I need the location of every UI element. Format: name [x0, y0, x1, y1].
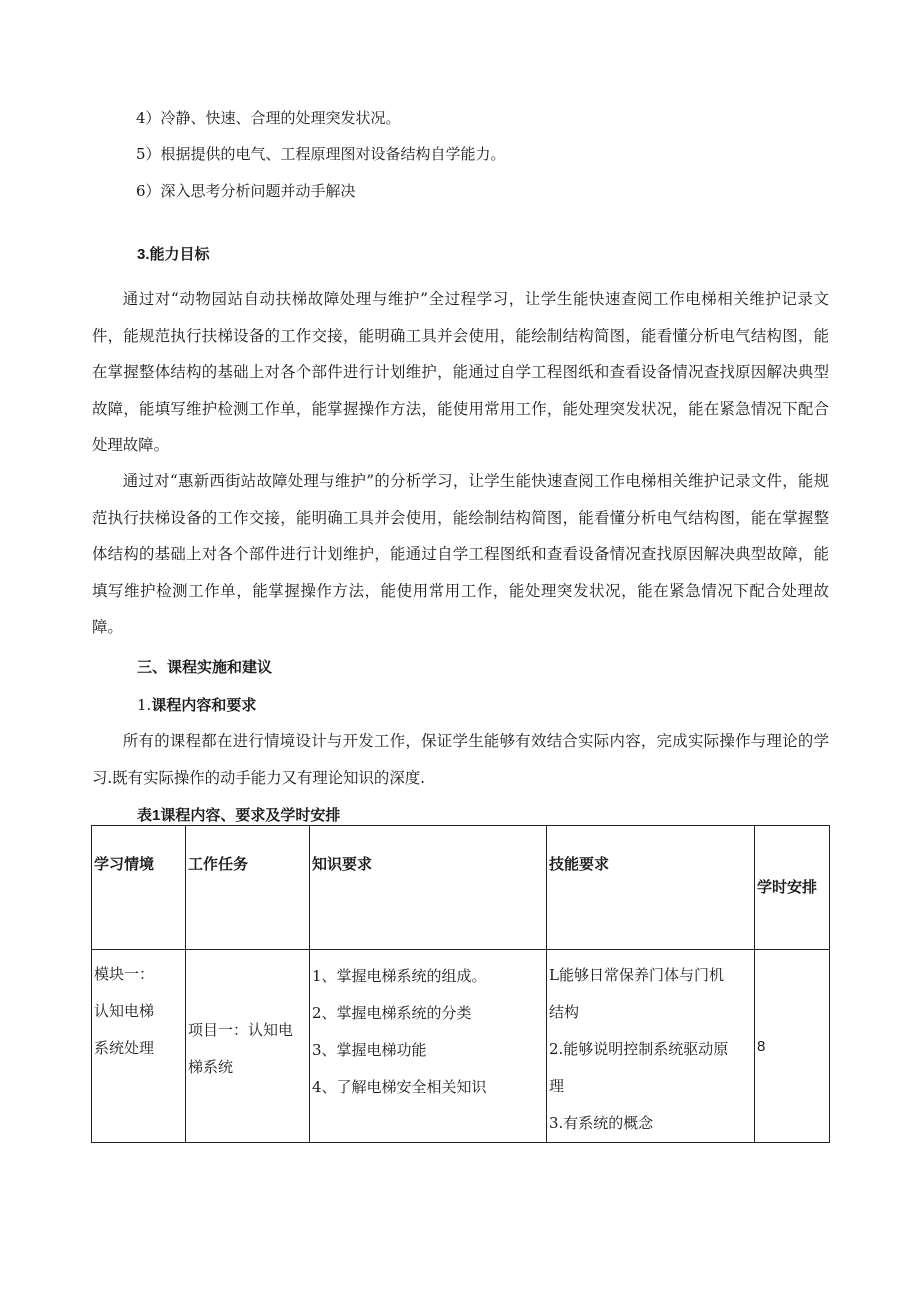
skill-line: 2.能够说明控制系统驱动原: [549, 1040, 729, 1058]
list-item-4: 4）冷静、快速、合理的处理突发状况。: [136, 109, 401, 127]
ability-heading: 3.能力目标: [137, 246, 210, 263]
skill-line: 结构: [549, 1003, 580, 1021]
list-item-6: 6）深入思考分析问题并动手解决: [136, 182, 356, 200]
table-header-row: [92, 826, 830, 950]
knowledge-item: 4、了解电梯安全相关知识: [312, 1078, 487, 1096]
task-line: 梯系统: [188, 1058, 234, 1076]
cell-situation: [92, 950, 186, 1143]
sub-heading-text: 课程内容和要求: [151, 697, 257, 714]
header-hours: 学时安排: [755, 826, 830, 950]
section-heading: 三、课程实施和建议: [137, 659, 273, 676]
situation-line: 系统处理: [94, 1039, 155, 1057]
skill-line: 3.有系统的概念: [549, 1114, 654, 1132]
sub-heading-number: 1.: [137, 696, 152, 714]
course-table: [91, 825, 830, 1143]
table-row: [92, 950, 830, 1143]
header-knowledge: 知识要求: [310, 826, 547, 950]
cell-skills: [547, 950, 755, 1143]
skill-line: 理: [549, 1077, 565, 1095]
table-caption: 表1课程内容、要求及学时安排: [137, 807, 341, 824]
header-situation: 学习情境: [92, 826, 186, 950]
knowledge-item: 2、掌握电梯系统的分类: [312, 1004, 472, 1022]
situation-line: 模块一：: [94, 965, 155, 983]
cell-task: [186, 950, 310, 1143]
ability-paragraph-2: 通过对“惠新西街站故障处理与维护”的分析学习，让学生能快速查阅工作电梯相关维护记录文件，能规范执行扶梯设备的工作交接，能明确工具并会使用，能绘制结构简图，能看懂分析电气结构图，能在掌握整体结构的基础上对各个部件进行计划维护，能通过自学工程图纸和查看设备情况查找原因解决典型故障，能填写维护检测工作单，能掌握操作方法，能使用常用工作，能处理突发状况，能在紧急情况下配合处理故障。: [92, 472, 829, 636]
ability-paragraph-1: 通过对“动物园站自动扶梯故障处理与维护”全过程学习，让学生能快速查阅工作电梯相关维护记录文件，能规范执行扶梯设备的工作交接，能明确工具并会使用，能绘制结构简图，能看懂分析电气结构图，能在掌握整体结构的基础上对各个部件进行计划维护，能通过自学工程图纸和查看设备情况查找原因解决典型故障，能填写维护检测工作单，能掌握操作方法，能使用常用工作，能处理突发状况，能在紧急情况下配合处理故障。: [92, 290, 829, 454]
section-paragraph: 所有的课程都在进行情境设计与开发工作，保证学生能够有效结合实际内容，完成实际操作与理论的学习.既有实际操作的动手能力又有理论知识的深度.: [92, 732, 829, 787]
situation-line: 认知电梯: [94, 1002, 155, 1020]
cell-knowledge: [310, 950, 547, 1143]
list-item-5: 5）根据提供的电气、工程原理图对设备结构自学能力。: [136, 145, 506, 163]
knowledge-item: 1、掌握电梯系统的组成。: [312, 967, 487, 985]
knowledge-item: 3、掌握电梯功能: [312, 1041, 427, 1059]
task-line: 项目一：认知电: [188, 1021, 294, 1039]
header-task: 工作任务: [186, 826, 310, 950]
cell-hours: 8: [755, 950, 830, 1143]
sub-heading: [137, 694, 256, 717]
skill-line: L能够日常保养门体与门机: [549, 966, 724, 984]
header-skills: 技能要求: [547, 826, 755, 950]
